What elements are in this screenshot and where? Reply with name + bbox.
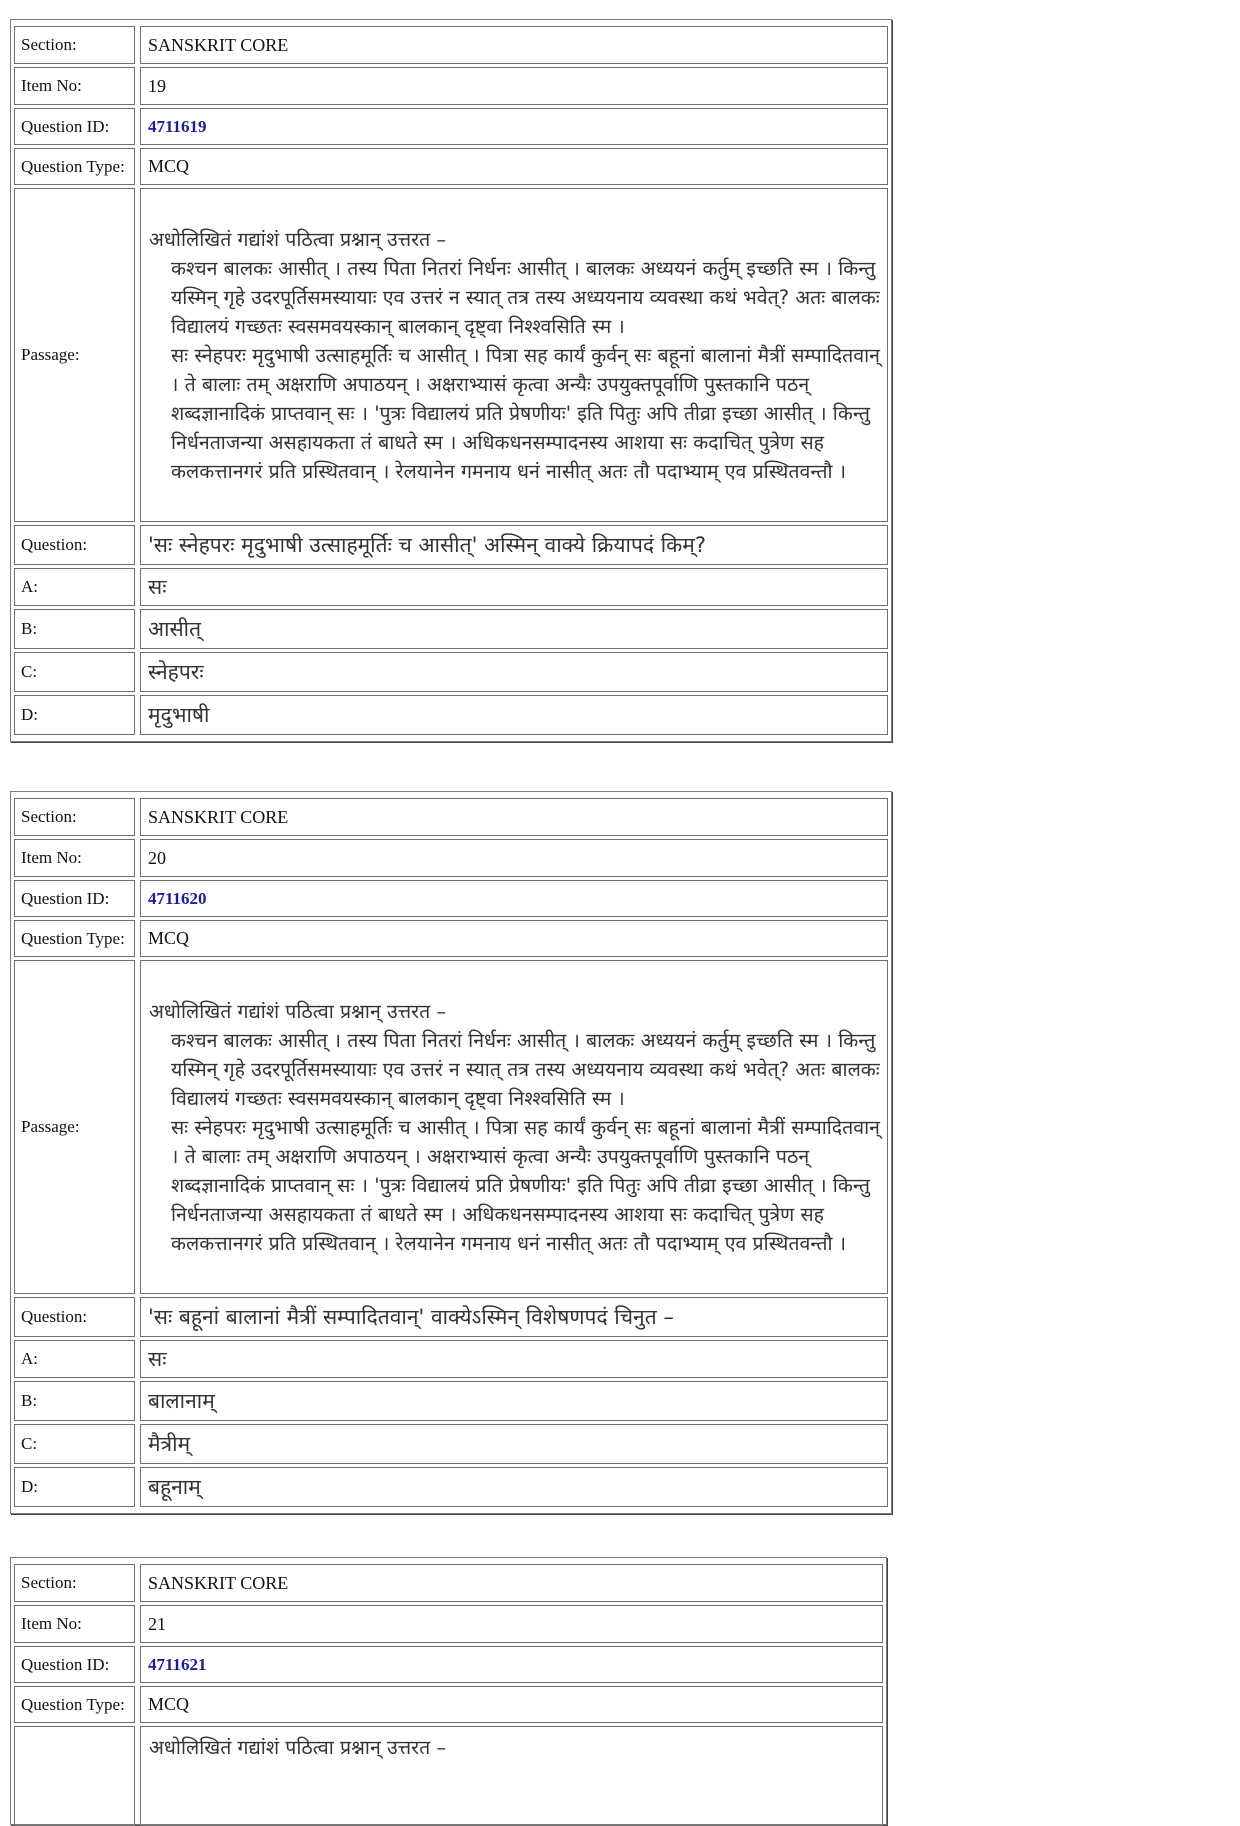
passage-paragraph-2: सः स्नेहपरः मृदुभाषी उत्साहमूर्तिः च आसीत् । पित्रा सह कार्यं कुर्वन् सः बहूनां बालानां मैत्रीं सम्पादितवान् । ते बालाः तम् अक्षराणि अपाठयन् । अक्षराभ्यासं कृत्वा अन्यैः उपयुक्तपूर्वाणि पुस्तकानि पठन् शब्दज्ञानादिकं प्राप्तवान् सः । 'पुत्रः विद्यालयं प्रति प्रेषणीयः' इति पितुः अपि तीव्रा इच्छा आसीत् । किन्तु निर्धनताजन्या असहायकता तं बाधते स्म । अधिकधनसम्पादनस्य आशया सः कदाचित् पुत्रेण सह कलकत्तानगरं प्रति प्रस्थितवान् । रेलयानेन गमनाय धनं नासीत् अतः तौ पदाभ्याम् एव प्रस्थितवन्तौ । <box>171 1115 880 1255</box>
question-type-value: MCQ <box>140 148 888 185</box>
question-id-label: Question ID: <box>14 108 135 145</box>
option-d-text: मृदुभाषी <box>140 695 888 735</box>
question-id-label: Question ID: <box>14 880 135 917</box>
question-id-value: 4711621 <box>140 1646 883 1683</box>
question-type-value: MCQ <box>140 1686 883 1723</box>
option-b-text: बालानाम् <box>140 1381 888 1421</box>
question-type-label: Question Type: <box>14 1686 135 1723</box>
option-a-text: सः <box>140 568 888 606</box>
passage-paragraph-1: कश्चन बालकः आसीत् । तस्य पिता नितरां निर्धनः आसीत् । बालकः अध्ययनं कर्तुम् इच्छति स्म । किन्तु यस्मिन् गृहे उदरपूर्तिसमस्यायाः एव उत्तरं न स्यात् तत्र तस्य अध्ययनाय व्यवस्था कथं भवेत्? अतः बालकः विद्यालयं गच्छतः स्वसमवयस्कान् बालकान् दृष्ट्वा निश्श्वसिति स्म । <box>171 1028 880 1110</box>
item-no-label: Item No: <box>14 839 135 877</box>
question-table-20 <box>10 791 892 1514</box>
section-value: SANSKRIT CORE <box>140 26 888 64</box>
passage-instruction: अधोलिखितं गद्यांशं पठित्वा प्रश्नान् उत्तरत – <box>149 227 447 251</box>
passage-paragraph-2: सः स्नेहपरः मृदुभाषी उत्साहमूर्तिः च आसीत् । पित्रा सह कार्यं कुर्वन् सः बहूनां बालानां मैत्रीं सम्पादितवान् । ते बालाः तम् अक्षराणि अपाठयन् । अक्षराभ्यासं कृत्वा अन्यैः उपयुक्तपूर्वाणि पुस्तकानि पठन् शब्दज्ञानादिकं प्राप्तवान् सः । 'पुत्रः विद्यालयं प्रति प्रेषणीयः' इति पितुः अपि तीव्रा इच्छा आसीत् । किन्तु निर्धनताजन्या असहायकता तं बाधते स्म । अधिकधनसम्पादनस्य आशया सः कदाचित् पुत्रेण सह कलकत्तानगरं प्रति प्रस्थितवान् । रेलयानेन गमनाय धनं नासीत् अतः तौ पदाभ्याम् एव प्रस्थितवन्तौ । <box>171 343 880 483</box>
option-d-label: D: <box>14 1467 135 1507</box>
passage-text <box>140 960 888 1294</box>
question-text: 'सः स्नेहपरः मृदुभाषी उत्साहमूर्तिः च आसीत्' अस्मिन् वाक्ये क्रियापदं किम्? <box>140 525 888 565</box>
item-no-value: 20 <box>140 839 888 877</box>
option-d-text: बहूनाम् <box>140 1467 888 1507</box>
item-no-label: Item No: <box>14 1605 135 1643</box>
option-b-label: B: <box>14 1381 135 1421</box>
option-a-text: सः <box>140 1340 888 1378</box>
question-id-value: 4711619 <box>140 108 888 145</box>
passage-instruction: अधोलिखितं गद्यांशं पठित्वा प्रश्नान् उत्तरत – <box>149 1736 447 1759</box>
option-c-text: स्नेहपरः <box>140 652 888 692</box>
option-b-text: आसीत् <box>140 609 888 649</box>
section-value: SANSKRIT CORE <box>140 1564 883 1602</box>
passage-instruction: अधोलिखितं गद्यांशं पठित्वा प्रश्नान् उत्तरत – <box>149 999 447 1023</box>
section-label: Section: <box>14 798 135 836</box>
option-c-label: C: <box>14 1424 135 1464</box>
passage-text <box>140 188 888 522</box>
section-value: SANSKRIT CORE <box>140 798 888 836</box>
section-label: Section: <box>14 26 135 64</box>
passage-label: Passage: <box>14 188 135 522</box>
question-table-21 <box>10 1557 887 1825</box>
option-c-label: C: <box>14 652 135 692</box>
question-text: 'सः बहूनां बालानां मैत्रीं सम्पादितवान्' वाक्येऽस्मिन् विशेषणपदं चिनुत – <box>140 1297 888 1337</box>
passage-label: Passage: <box>14 960 135 1294</box>
question-id-value: 4711620 <box>140 880 888 917</box>
item-no-value: 19 <box>140 67 888 105</box>
item-no-value: 21 <box>140 1605 883 1643</box>
question-type-value: MCQ <box>140 920 888 957</box>
question-type-label: Question Type: <box>14 920 135 957</box>
question-label: Question: <box>14 525 135 565</box>
question-type-label: Question Type: <box>14 148 135 185</box>
question-label: Question: <box>14 1297 135 1337</box>
item-no-label: Item No: <box>14 67 135 105</box>
option-d-label: D: <box>14 695 135 735</box>
option-c-text: मैत्रीम् <box>140 1424 888 1464</box>
passage-text <box>140 1726 883 1826</box>
question-table-19 <box>10 19 892 742</box>
section-label: Section: <box>14 1564 135 1602</box>
passage-label <box>14 1726 135 1826</box>
option-b-label: B: <box>14 609 135 649</box>
question-id-label: Question ID: <box>14 1646 135 1683</box>
passage-paragraph-1: कश्चन बालकः आसीत् । तस्य पिता नितरां निर्धनः आसीत् । बालकः अध्ययनं कर्तुम् इच्छति स्म । किन्तु यस्मिन् गृहे उदरपूर्तिसमस्यायाः एव उत्तरं न स्यात् तत्र तस्य अध्ययनाय व्यवस्था कथं भवेत्? अतः बालकः विद्यालयं गच्छतः स्वसमवयस्कान् बालकान् दृष्ट्वा निश्श्वसिति स्म । <box>171 256 880 338</box>
option-a-label: A: <box>14 1340 135 1378</box>
option-a-label: A: <box>14 568 135 606</box>
